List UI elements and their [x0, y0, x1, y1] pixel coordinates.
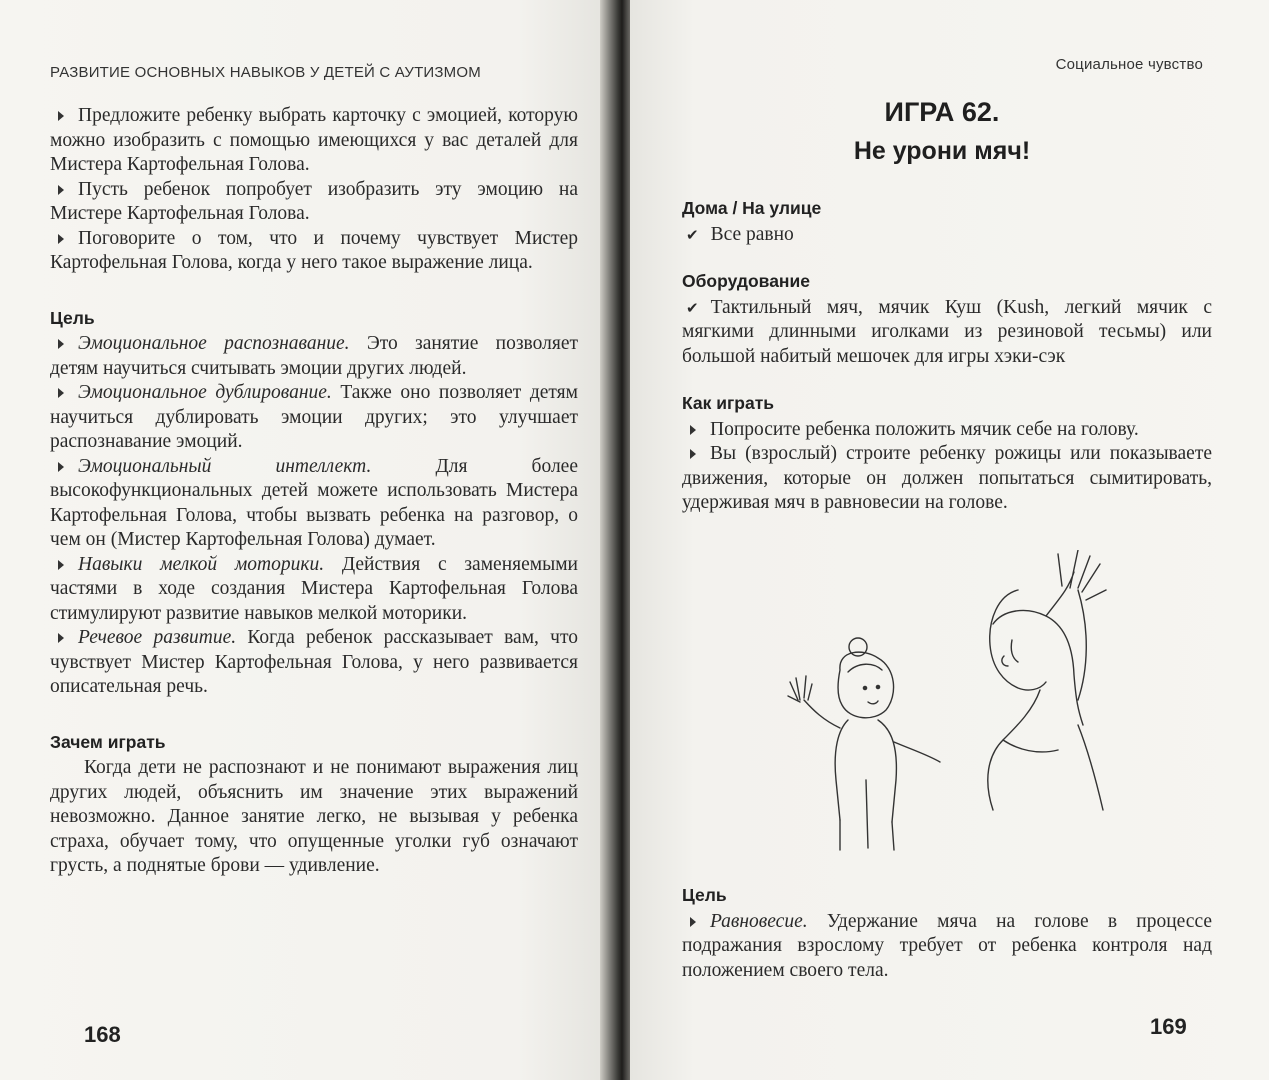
goal-item: Навыки мелкой моторики. Действия с заменяемыми частями в ходе создания Мистера Картофельная Голова стимулируют развитие навыков мелкой моторики.: [50, 553, 578, 624]
how-item: Попросите ребенка положить мячик себе на голову.: [682, 418, 1212, 443]
triangle-bullet-icon: [58, 560, 64, 570]
child-and-adult-illustration: [778, 550, 1108, 860]
how-heading: Как играть: [682, 393, 775, 413]
why-heading: Зачем играть: [50, 731, 166, 752]
triangle-bullet-icon: [58, 185, 64, 195]
goal-item: Эмоциональный интеллект. Для более высокофункциональных детей можете использовать Мистера Картофельная Голова, чтобы вызвать ребенка на разговор, о чем он (Мистер Картофельная Голова) думает.: [50, 455, 578, 550]
triangle-bullet-icon: [58, 388, 64, 398]
how-item: Вы (взрослый) строите ребенку рожицы или показываете движения, которые он должен попытаться сымитировать, удерживая мяч в равновесии на голове.: [682, 443, 1212, 513]
right-page: [630, 0, 1269, 1080]
triangle-bullet-icon: [690, 917, 696, 927]
running-head-right: Социальное чувство: [1055, 56, 1203, 73]
intro-bullet: Поговорите о том, что и почему чувствует Мистер Картофельная Голова, когда у него такое выражение лица.: [50, 227, 578, 273]
game-name: Не урони мяч!: [853, 137, 1031, 165]
place-heading: Дома / На улице: [682, 198, 822, 218]
checkmark-icon: ✔: [686, 298, 699, 317]
triangle-bullet-icon: [58, 234, 64, 244]
goal-heading-right: Цель: [682, 885, 727, 905]
triangle-bullet-icon: [58, 111, 64, 121]
running-head-left: РАЗВИТИЕ ОСНОВНЫХ НАВЫКОВ У ДЕТЕЙ С АУТИЗМОМ: [50, 64, 481, 81]
goal-heading-left: Цель: [50, 307, 95, 328]
equipment-heading: Оборудование: [682, 271, 810, 291]
goal-item: Эмоциональное распознавание. Это занятие позволяет детям научиться считывать эмоции других людей.: [50, 333, 578, 379]
triangle-bullet-icon: [690, 449, 696, 459]
place-item: ✔ Все равно: [682, 223, 1212, 248]
goal-item: Равновесие. Удержание мяча на голове в процессе подражания взрослому требует от ребенка контроля над положением своего тела.: [682, 910, 1212, 981]
game-number: ИГРА 62.: [884, 97, 1000, 127]
intro-bullet: Пусть ребенок попробует изобразить эту эмоцию на Мистере Картофельная Голова.: [50, 178, 578, 224]
why-paragraph: Когда дети не распознают и не понимают выражения лиц других людей, объяснить им значение этих выражений невозможно. Данное занятие легко, не вызывая у ребенка страха, обучает тому, что опущенные уголки губ означают грусть, а поднятые брови — удивление.: [50, 757, 578, 876]
triangle-bullet-icon: [690, 425, 696, 435]
equipment-item: ✔ Тактильный мяч, мячик Куш (Kush, легкий мячик с мягкими длинными иголками из резиновой тесьмы) или большой набитый мешочек для игры хэки-сэк: [682, 296, 1212, 367]
child-drawing: [788, 638, 940, 850]
page-number-left: 168: [84, 1022, 121, 1047]
left-page: [0, 0, 610, 1080]
triangle-bullet-icon: [58, 339, 64, 349]
right-goal-block: [682, 883, 1212, 983]
triangle-bullet-icon: [58, 633, 64, 643]
checkmark-icon: ✔: [686, 225, 699, 244]
triangle-bullet-icon: [58, 462, 64, 472]
adult-drawing: [988, 550, 1106, 810]
left-text-column: [50, 104, 578, 879]
intro-bullet: Предложите ребенку выбрать карточку с эмоцией, которую можно изобразить с помощью имеющихся у вас деталей для Мистера Картофельная Голова.: [50, 105, 578, 175]
page-number-right: 169: [1150, 1014, 1187, 1039]
goal-item: Эмоциональное дублирование. Также оно позволяет детям научиться дублировать эмоции других; это улучшает распознавание эмоций.: [50, 382, 578, 452]
goal-item: Речевое развитие. Когда ребенок рассказывает вам, что чувствует Мистер Картофельная Голова, у него развивается описательная речь.: [50, 627, 578, 697]
right-text-column: [682, 196, 1212, 516]
